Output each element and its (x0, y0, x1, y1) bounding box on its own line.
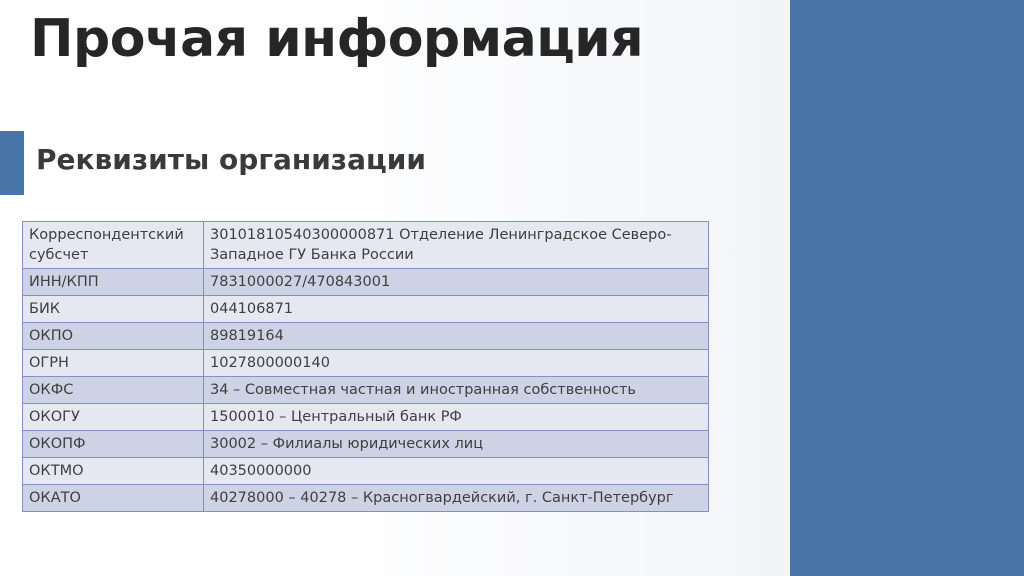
table-row (23, 431, 709, 458)
section-subtitle: Реквизиты организации (36, 143, 426, 176)
row-label: БИК (29, 301, 61, 317)
side-accent-panel (790, 0, 1024, 576)
row-value: 89819164 (210, 328, 284, 344)
row-value: 30101810540300000871 Отделение Ленинградское Северо-Западное ГУ Банка России (210, 227, 672, 263)
row-label: ИНН/КПП (29, 274, 99, 290)
row-value-cell (204, 222, 709, 269)
table-row (23, 222, 709, 269)
row-label: ОКОГУ (29, 409, 80, 425)
table-row (23, 458, 709, 485)
row-label-cell (23, 458, 204, 485)
table-row (23, 485, 709, 512)
row-label-cell (23, 222, 204, 269)
row-value: 34 – Совместная частная и иностранная собственность (210, 382, 636, 398)
page-title: Прочая информация (30, 9, 644, 69)
row-value-cell (204, 485, 709, 512)
table-row (23, 350, 709, 377)
table-row (23, 323, 709, 350)
table-row (23, 377, 709, 404)
row-label-cell (23, 323, 204, 350)
row-label: ОКТМО (29, 463, 84, 479)
row-label: ОКАТО (29, 490, 81, 506)
row-value-cell (204, 458, 709, 485)
row-value: 30002 – Филиалы юридических лиц (210, 436, 484, 452)
row-value-cell (204, 377, 709, 404)
row-value-cell (204, 269, 709, 296)
row-label: ОКОПФ (29, 436, 86, 452)
row-value-cell (204, 431, 709, 458)
table-row (23, 404, 709, 431)
row-value: 7831000027/470843001 (210, 274, 391, 290)
row-value: 40278000 – 40278 – Красногвардейский, г. Санкт-Петербург (210, 490, 674, 506)
table-row (23, 296, 709, 323)
row-value: 1500010 – Центральный банк РФ (210, 409, 462, 425)
row-value-cell (204, 323, 709, 350)
row-label-cell (23, 269, 204, 296)
row-label-cell (23, 377, 204, 404)
organization-details-table (22, 221, 709, 512)
row-label: ОГРН (29, 355, 69, 371)
row-value: 044106871 (210, 301, 294, 317)
subtitle-accent-bar (0, 131, 24, 195)
row-value: 40350000000 (210, 463, 312, 479)
row-label: ОКФС (29, 382, 74, 398)
row-label: ОКПО (29, 328, 74, 344)
row-label-cell (23, 431, 204, 458)
row-label-cell (23, 296, 204, 323)
row-value-cell (204, 296, 709, 323)
row-label-cell (23, 350, 204, 377)
row-value-cell (204, 404, 709, 431)
table-row (23, 269, 709, 296)
row-value: 1027800000140 (210, 355, 330, 371)
row-value-cell (204, 350, 709, 377)
row-label-cell (23, 404, 204, 431)
row-label-cell (23, 485, 204, 512)
row-label: Корреспондентский субсчет (29, 227, 184, 263)
